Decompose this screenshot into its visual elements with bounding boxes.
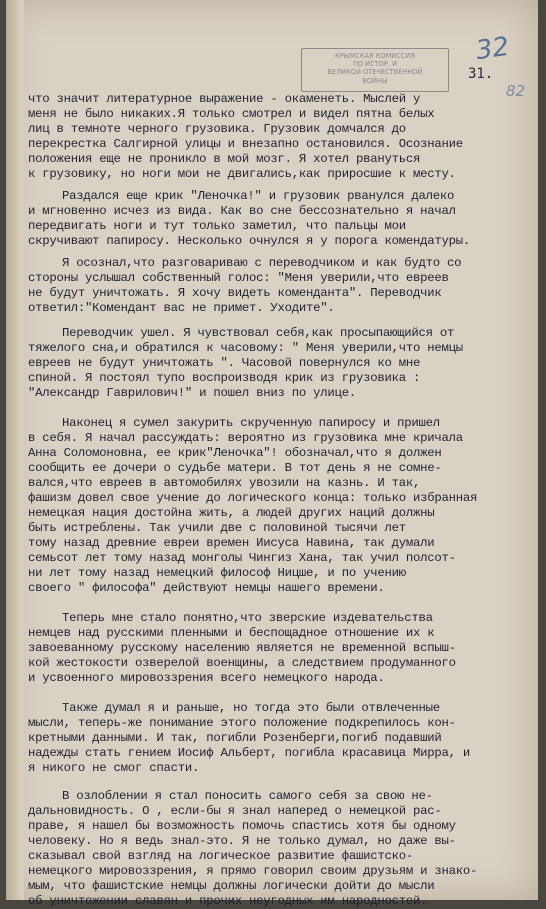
text-line: к грузовику, но ноги мои не двигались,как приросшие к месту. [28, 167, 456, 181]
text-line: Раздался еще крик "Леночка!" и грузовик рванулся далеко [62, 189, 455, 203]
text-line: в себя. Я начал рассуждать: вероятно из грузовика мне кричала [28, 431, 463, 445]
text-line: мысли, теперь-же понимание этого положение подкрепилось кон- [28, 716, 456, 730]
text-line: передвигать ноги и тут только заметил, что пальцы мои [28, 219, 406, 233]
text-line: надежды стать гением Иосиф Альберт, погибла красавица Мирра, и [28, 746, 471, 760]
text-line: тяжелого сна,и обратился к часовому: " Меня уверили,что немцы [28, 341, 463, 355]
text-line: ответил:"Комендант вас не примет. Уходите". [28, 301, 335, 315]
text-line: Я осознал,что разговариваю с переводчиком и как будто со [62, 256, 462, 270]
text-line: кой жестокости озверелой военщины, а следствием продуманного [28, 656, 456, 670]
document-page [6, 0, 538, 908]
text-line: сообщить ее дочери о судьбе матери. В тот день я не сомне- [28, 461, 442, 475]
handwritten-page-number: 32 [474, 31, 512, 67]
text-line: своего " философа" действуют немцы нашего времени. [28, 581, 385, 595]
text-line: ни лет тому назад немецкий философ Ницше, и по учению [28, 566, 406, 580]
text-line: человеку. Но я ведь знал-это. Я не только думал, но даже вы- [28, 834, 456, 848]
stamp-line: КРЫМСКАЯ КОМИССИЯ [335, 52, 415, 60]
text-line: меня не было никаких.Я только смотрел и видел пятна белых [28, 107, 435, 121]
text-line: и усвоенного мировоззрения всего немецкого народа. [28, 671, 385, 685]
text-line: не будут уничтожать. Я хочу видеть коменданта". Переводчик [28, 286, 442, 300]
text-line: Теперь мне стало понятно,что зверские издевательства [62, 611, 433, 625]
text-line: немцев над русскими пленными и беспощадное отношение их к [28, 626, 435, 640]
text-line: немецкая нация достойна жить, а людей других наций должны [28, 506, 435, 520]
text-line: перекрестка Салгирной улицы и внезапно остановился. Осознание [28, 137, 463, 151]
text-line: положения еще не проникло в мой мозг. Я хотел рвануться [28, 152, 421, 166]
text-line: мым, что фашистские немцы должны логически дойти до мысли [28, 879, 435, 893]
text-line: завоеванному русскому населению является не временной вспыш- [28, 641, 456, 655]
stamp-line: ПО ИСТОР. И [352, 60, 398, 69]
text-line: я никого не смог спасти. [28, 761, 200, 775]
text-line: семьсот лет тому назад монголы Чингиз Хана, так учил полсот- [28, 551, 456, 565]
text-line: дальновидность. О , если-бы я знал наперед о немецкой рас- [28, 804, 442, 818]
text-line: евреев не будут уничтожать ". Часовой повернулся ко мне [28, 356, 421, 370]
text-line: об уничтожении славян и прочих неугодных им народностей. [28, 894, 428, 908]
handwritten-note: 82 [506, 82, 526, 100]
text-line: спиной. Я постоял тупо воспроизводя крик из грузовика : [28, 371, 421, 385]
text-line: фашизм довел свое учение до логического конца: только избранная [28, 491, 478, 505]
text-line: немецкого мировоззрения, я прямо говорил своим друзьям и знако- [28, 864, 478, 878]
text-line: тому назад древние евреи времен Иисуса Навина, так думали [28, 536, 435, 550]
text-line: В озлоблении я стал поносить самого себя за свою не- [62, 789, 433, 803]
text-line: стороны услышал собственный голос: "Меня уверили,что евреев [28, 271, 449, 285]
text-line: лиц в темноте черного грузовика. Грузовик домчался до [28, 122, 406, 136]
text-line: скручивают папиросу. Несколько очнулся я у порога комендатуры. [28, 234, 471, 248]
text-line: кретными данными. И так, погибли Розенберги,погиб подавший [28, 731, 442, 745]
text-line: что значит литературное выражение - окаменеть. Мыслей у [28, 92, 421, 106]
text-line: "Александр Гаврилович!" и пошел вниз по улице. [28, 386, 356, 400]
text-line: быть истреблены. Так учили две с половиной тысячи лет [28, 521, 406, 535]
text-line: вался,что евреев в автомобилях увозили на казнь. И так, [28, 476, 421, 490]
page-binding-edge [6, 0, 24, 900]
text-line: и мгновенно исчез из вида. Как во сне бессознательно я начал [28, 204, 456, 218]
text-line: Наконец я сумел закурить скрученную папиросу и пришел [62, 416, 440, 430]
stamp-line: ВОЙНЫ [362, 76, 388, 85]
text-line: сказывал свой взгляд на логическое развитие фашистско- [28, 849, 413, 863]
text-line: Анна Соломоновна, ее крик"Леночка"! обозначал,что я должен [28, 446, 442, 460]
text-line: Также думал я и раньше, но тогда это были отвлеченные [62, 701, 440, 715]
stamp-line: ВЕЛИКОЙ ОТЕЧЕСТВЕННОЙ [327, 68, 423, 77]
archive-stamp [301, 48, 449, 92]
text-line: Переводчик ушел. Я чувствовал себя,как просыпающийся от [62, 326, 455, 340]
typed-page-number: 31. [468, 66, 494, 82]
text-line: праве, я нашел бы возможность помочь спастись хотя бы одному [28, 819, 456, 833]
